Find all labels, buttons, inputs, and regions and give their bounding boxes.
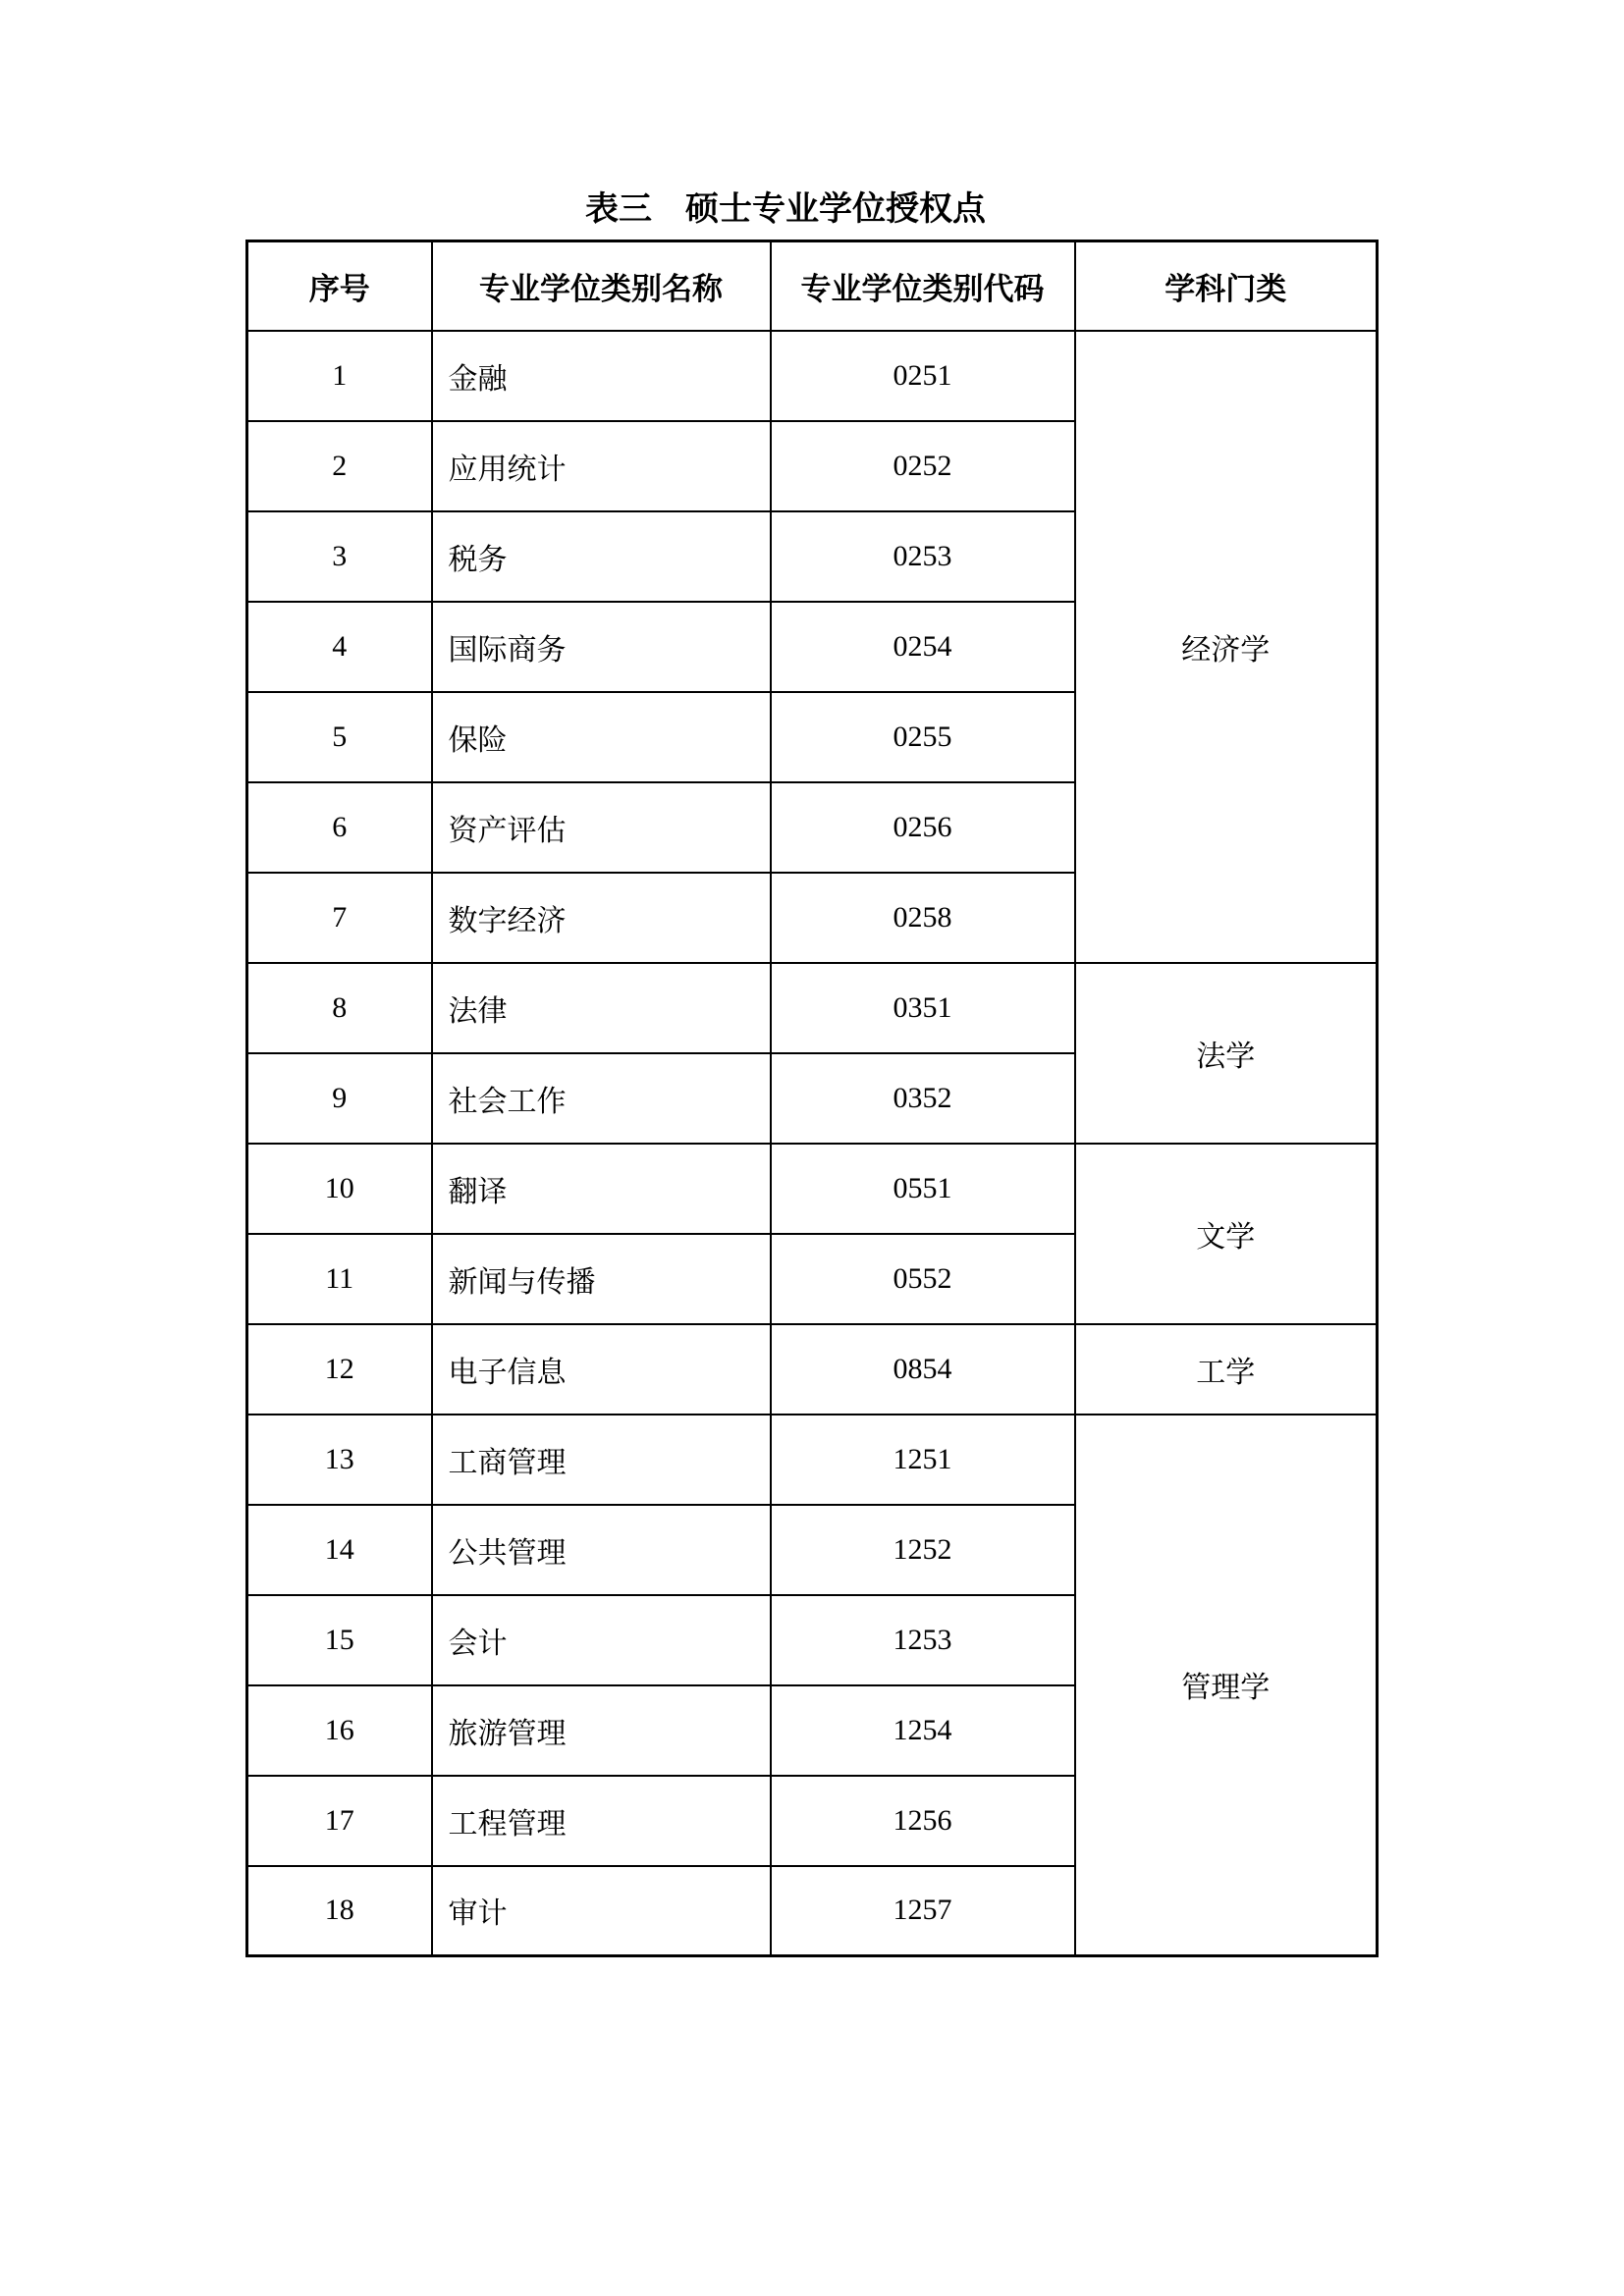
- cell-index: 18: [247, 1866, 432, 1956]
- table-row: [247, 1324, 1378, 1415]
- col-header-discipline: 学科门类: [1075, 241, 1378, 331]
- degree-authorization-table: [245, 240, 1379, 1957]
- cell-index: 17: [247, 1776, 432, 1866]
- cell-category-name: 税务: [432, 511, 771, 602]
- table-row: [247, 1144, 1378, 1234]
- cell-index: 16: [247, 1685, 432, 1776]
- cell-category-code: 1252: [771, 1505, 1075, 1595]
- table-row: [247, 1415, 1378, 1505]
- cell-index: 6: [247, 782, 432, 873]
- cell-category-code: 0552: [771, 1234, 1075, 1324]
- cell-category-code: 0256: [771, 782, 1075, 873]
- cell-category-code: 1253: [771, 1595, 1075, 1685]
- cell-discipline-group: 管理学: [1075, 1415, 1378, 1956]
- col-header-index: 序号: [247, 241, 432, 331]
- cell-category-code: 0251: [771, 331, 1075, 421]
- cell-category-code: 0551: [771, 1144, 1075, 1234]
- cell-index: 14: [247, 1505, 432, 1595]
- cell-category-name: 数字经济: [432, 873, 771, 963]
- cell-index: 9: [247, 1053, 432, 1144]
- cell-category-code: 1257: [771, 1866, 1075, 1956]
- cell-category-code: 0258: [771, 873, 1075, 963]
- cell-category-name: 社会工作: [432, 1053, 771, 1144]
- cell-category-name: 翻译: [432, 1144, 771, 1234]
- table-title: [245, 190, 1326, 229]
- cell-category-name: 国际商务: [432, 602, 771, 692]
- cell-index: 15: [247, 1595, 432, 1685]
- cell-index: 11: [247, 1234, 432, 1324]
- cell-index: 8: [247, 963, 432, 1053]
- table-header-row: [247, 241, 1378, 331]
- cell-index: 1: [247, 331, 432, 421]
- cell-category-code: 0255: [771, 692, 1075, 782]
- col-header-category-name: 专业学位类别名称: [432, 241, 771, 331]
- cell-category-code: 0252: [771, 421, 1075, 511]
- cell-category-code: 1254: [771, 1685, 1075, 1776]
- cell-category-code: 0254: [771, 602, 1075, 692]
- cell-category-code: 0854: [771, 1324, 1075, 1415]
- table-title-text: 硕士专业学位授权点: [685, 189, 986, 229]
- cell-category-name: 法律: [432, 963, 771, 1053]
- cell-discipline-group: 工学: [1075, 1324, 1378, 1415]
- cell-discipline-group: 文学: [1075, 1144, 1378, 1324]
- cell-index: 10: [247, 1144, 432, 1234]
- cell-index: 13: [247, 1415, 432, 1505]
- table-header: [247, 241, 1378, 331]
- cell-category-name: 新闻与传播: [432, 1234, 771, 1324]
- cell-index: 3: [247, 511, 432, 602]
- cell-index: 12: [247, 1324, 432, 1415]
- cell-category-name: 应用统计: [432, 421, 771, 511]
- cell-index: 5: [247, 692, 432, 782]
- cell-category-code: 0253: [771, 511, 1075, 602]
- cell-index: 2: [247, 421, 432, 511]
- cell-category-name: 会计: [432, 1595, 771, 1685]
- cell-index: 7: [247, 873, 432, 963]
- cell-discipline-group: 经济学: [1075, 331, 1378, 963]
- cell-category-name: 电子信息: [432, 1324, 771, 1415]
- table-row: [247, 331, 1378, 421]
- table-body: [247, 331, 1378, 1956]
- cell-category-code: 1251: [771, 1415, 1075, 1505]
- cell-category-name: 工商管理: [432, 1415, 771, 1505]
- cell-category-code: 1256: [771, 1776, 1075, 1866]
- cell-discipline-group: 法学: [1075, 963, 1378, 1144]
- cell-index: 4: [247, 602, 432, 692]
- col-header-category-code: 专业学位类别代码: [771, 241, 1075, 331]
- cell-category-name: 旅游管理: [432, 1685, 771, 1776]
- cell-category-name: 金融: [432, 331, 771, 421]
- cell-category-name: 资产评估: [432, 782, 771, 873]
- cell-category-code: 0351: [771, 963, 1075, 1053]
- cell-category-name: 审计: [432, 1866, 771, 1956]
- cell-category-name: 保险: [432, 692, 771, 782]
- cell-category-code: 0352: [771, 1053, 1075, 1144]
- table-row: [247, 963, 1378, 1053]
- cell-category-name: 公共管理: [432, 1505, 771, 1595]
- table-title-label: 表三: [585, 189, 652, 229]
- cell-category-name: 工程管理: [432, 1776, 771, 1866]
